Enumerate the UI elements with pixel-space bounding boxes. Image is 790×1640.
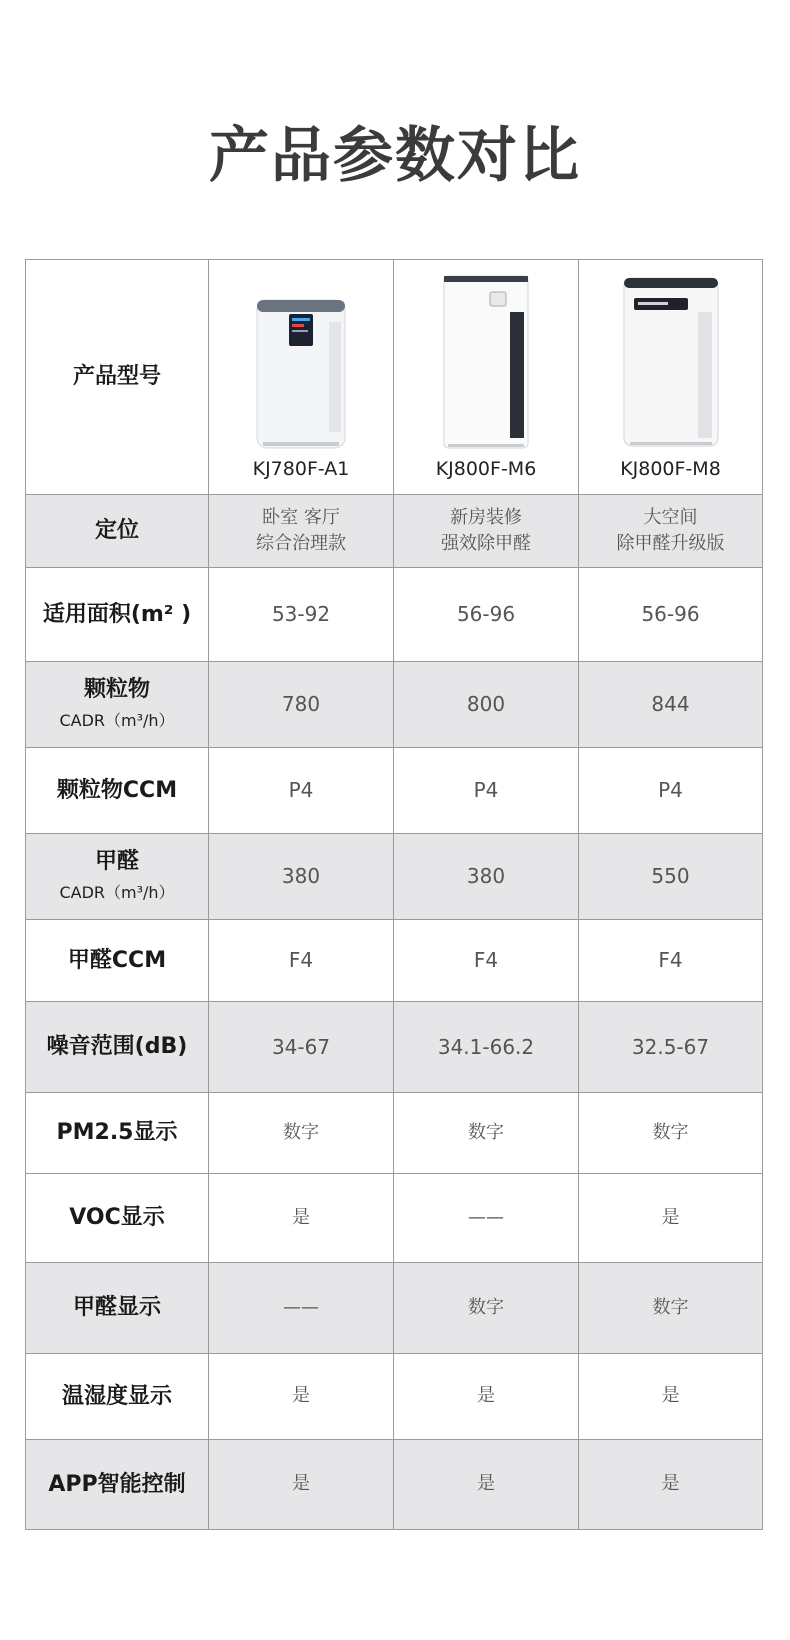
value-cell [209,1093,394,1174]
value-line: 大空间 [643,506,698,528]
value-text: 780 [281,692,321,716]
value-text: 32.5-67 [631,1034,710,1059]
value-cell [209,662,394,748]
value-text: —— [283,1296,319,1318]
value-text: P4 [473,778,499,802]
comparison-table [25,259,763,1530]
row-label-cell [26,260,209,495]
row-label: 噪音范围(dB) [46,1034,188,1060]
value-cell [394,748,579,834]
value-text: 数字 [468,1296,504,1318]
row-label: 甲醛CCM [67,947,167,973]
row-label-cell [26,1354,209,1440]
value-text: F4 [473,948,499,972]
value-text: 550 [651,864,690,888]
value-cell [209,920,394,1002]
row-label-cell [26,1093,209,1174]
value-cell [394,920,579,1002]
row-label-cell [26,1174,209,1263]
value-line: 除甲醛升级版 [616,533,725,554]
value-text: P4 [658,778,683,802]
value-text: 是 [661,1473,680,1495]
value-line: 强效除甲醛 [441,533,531,554]
row-label-cell [26,568,209,662]
value-cell [394,495,579,568]
row-label: APP智能控制 [48,1471,186,1497]
value-text: 800 [466,692,506,716]
value-text: F4 [658,948,683,972]
value-cell [394,662,579,748]
row-label-cell [26,1263,209,1354]
value-text: 数字 [468,1121,504,1143]
value-text: P4 [288,778,314,802]
value-text: 380 [466,864,506,888]
value-text: 844 [651,692,690,716]
row-label: 产品型号 [72,364,161,390]
value-text: 是 [292,1473,310,1495]
value-text: 是 [661,1385,680,1407]
value-cell [209,1174,394,1263]
value-cell [209,495,394,568]
row-label-cell [26,920,209,1002]
value-text: 是 [477,1385,495,1407]
value-cell [579,495,762,568]
value-cell [394,1440,579,1529]
value-cell [209,1263,394,1354]
value-text: 34-67 [271,1034,331,1059]
value-cell [209,1354,394,1440]
value-line: 卧室 客厅 [262,506,340,528]
value-cell [394,1174,579,1263]
product-cell-m6 [394,260,579,495]
value-text: —— [468,1206,504,1228]
value-text: 数字 [652,1296,689,1318]
product-model: KJ780F-A1 [252,458,350,480]
value-cell [579,1174,762,1263]
value-cell [209,834,394,920]
value-text: 数字 [283,1121,319,1143]
value-text: F4 [288,948,314,972]
value-cell [394,1354,579,1440]
page-title: 产品参数对比 [209,121,581,191]
air-purifier-m6-image [436,272,536,452]
value-cell [394,834,579,920]
value-cell [579,1002,762,1093]
product-model: KJ800F-M8 [620,458,721,480]
row-label-cell [26,834,209,920]
value-text: 380 [281,864,321,888]
value-cell [579,834,762,920]
value-cell [579,920,762,1002]
value-cell [579,1440,762,1529]
value-text: 是 [292,1385,310,1407]
row-label-cell [26,1002,209,1093]
row-label: 温湿度显示 [61,1383,172,1409]
value-cell [209,1002,394,1093]
value-cell [394,1263,579,1354]
value-cell [209,568,394,662]
value-cell [394,1002,579,1093]
row-label: 颗粒物CCM [56,777,178,803]
product-model: KJ800F-M6 [435,458,537,480]
air-purifier-a1-image [251,292,351,452]
product-cell-m8 [579,260,762,495]
value-cell [579,748,762,834]
row-label-cell [26,495,209,568]
value-cell [394,1093,579,1174]
air-purifier-m8-image [616,272,726,452]
row-sublabel: CADR（m³/h） [59,710,175,730]
value-text: 是 [661,1206,680,1228]
value-cell [579,1263,762,1354]
value-line: 综合治理款 [256,533,346,554]
value-line: 新房装修 [450,506,522,528]
row-label-cell [26,748,209,834]
row-sublabel: CADR（m³/h） [59,882,175,902]
value-text: 56-96 [456,602,516,626]
value-cell [394,568,579,662]
value-cell [579,1093,762,1174]
value-cell [209,748,394,834]
value-cell [579,662,762,748]
product-cell-a1 [209,260,394,495]
value-text: 53-92 [271,602,331,626]
row-label: 甲醛 [94,848,139,874]
value-text: 34.1-66.2 [437,1034,535,1059]
value-text: 数字 [652,1121,689,1143]
row-label-cell [26,1440,209,1529]
row-label: 甲醛显示 [72,1295,161,1321]
row-label: VOC显示 [69,1205,165,1231]
value-cell [579,568,762,662]
value-cell [579,1354,762,1440]
value-text: 是 [292,1206,310,1228]
row-label: 定位 [94,518,139,544]
row-label: 颗粒物 [83,676,150,702]
row-label: 适用面积(m² ) [42,601,192,627]
row-label: PM2.5显示 [56,1120,178,1146]
value-cell [209,1440,394,1529]
row-label-cell [26,662,209,748]
value-text: 是 [477,1473,495,1495]
value-text: 56-96 [641,602,700,626]
